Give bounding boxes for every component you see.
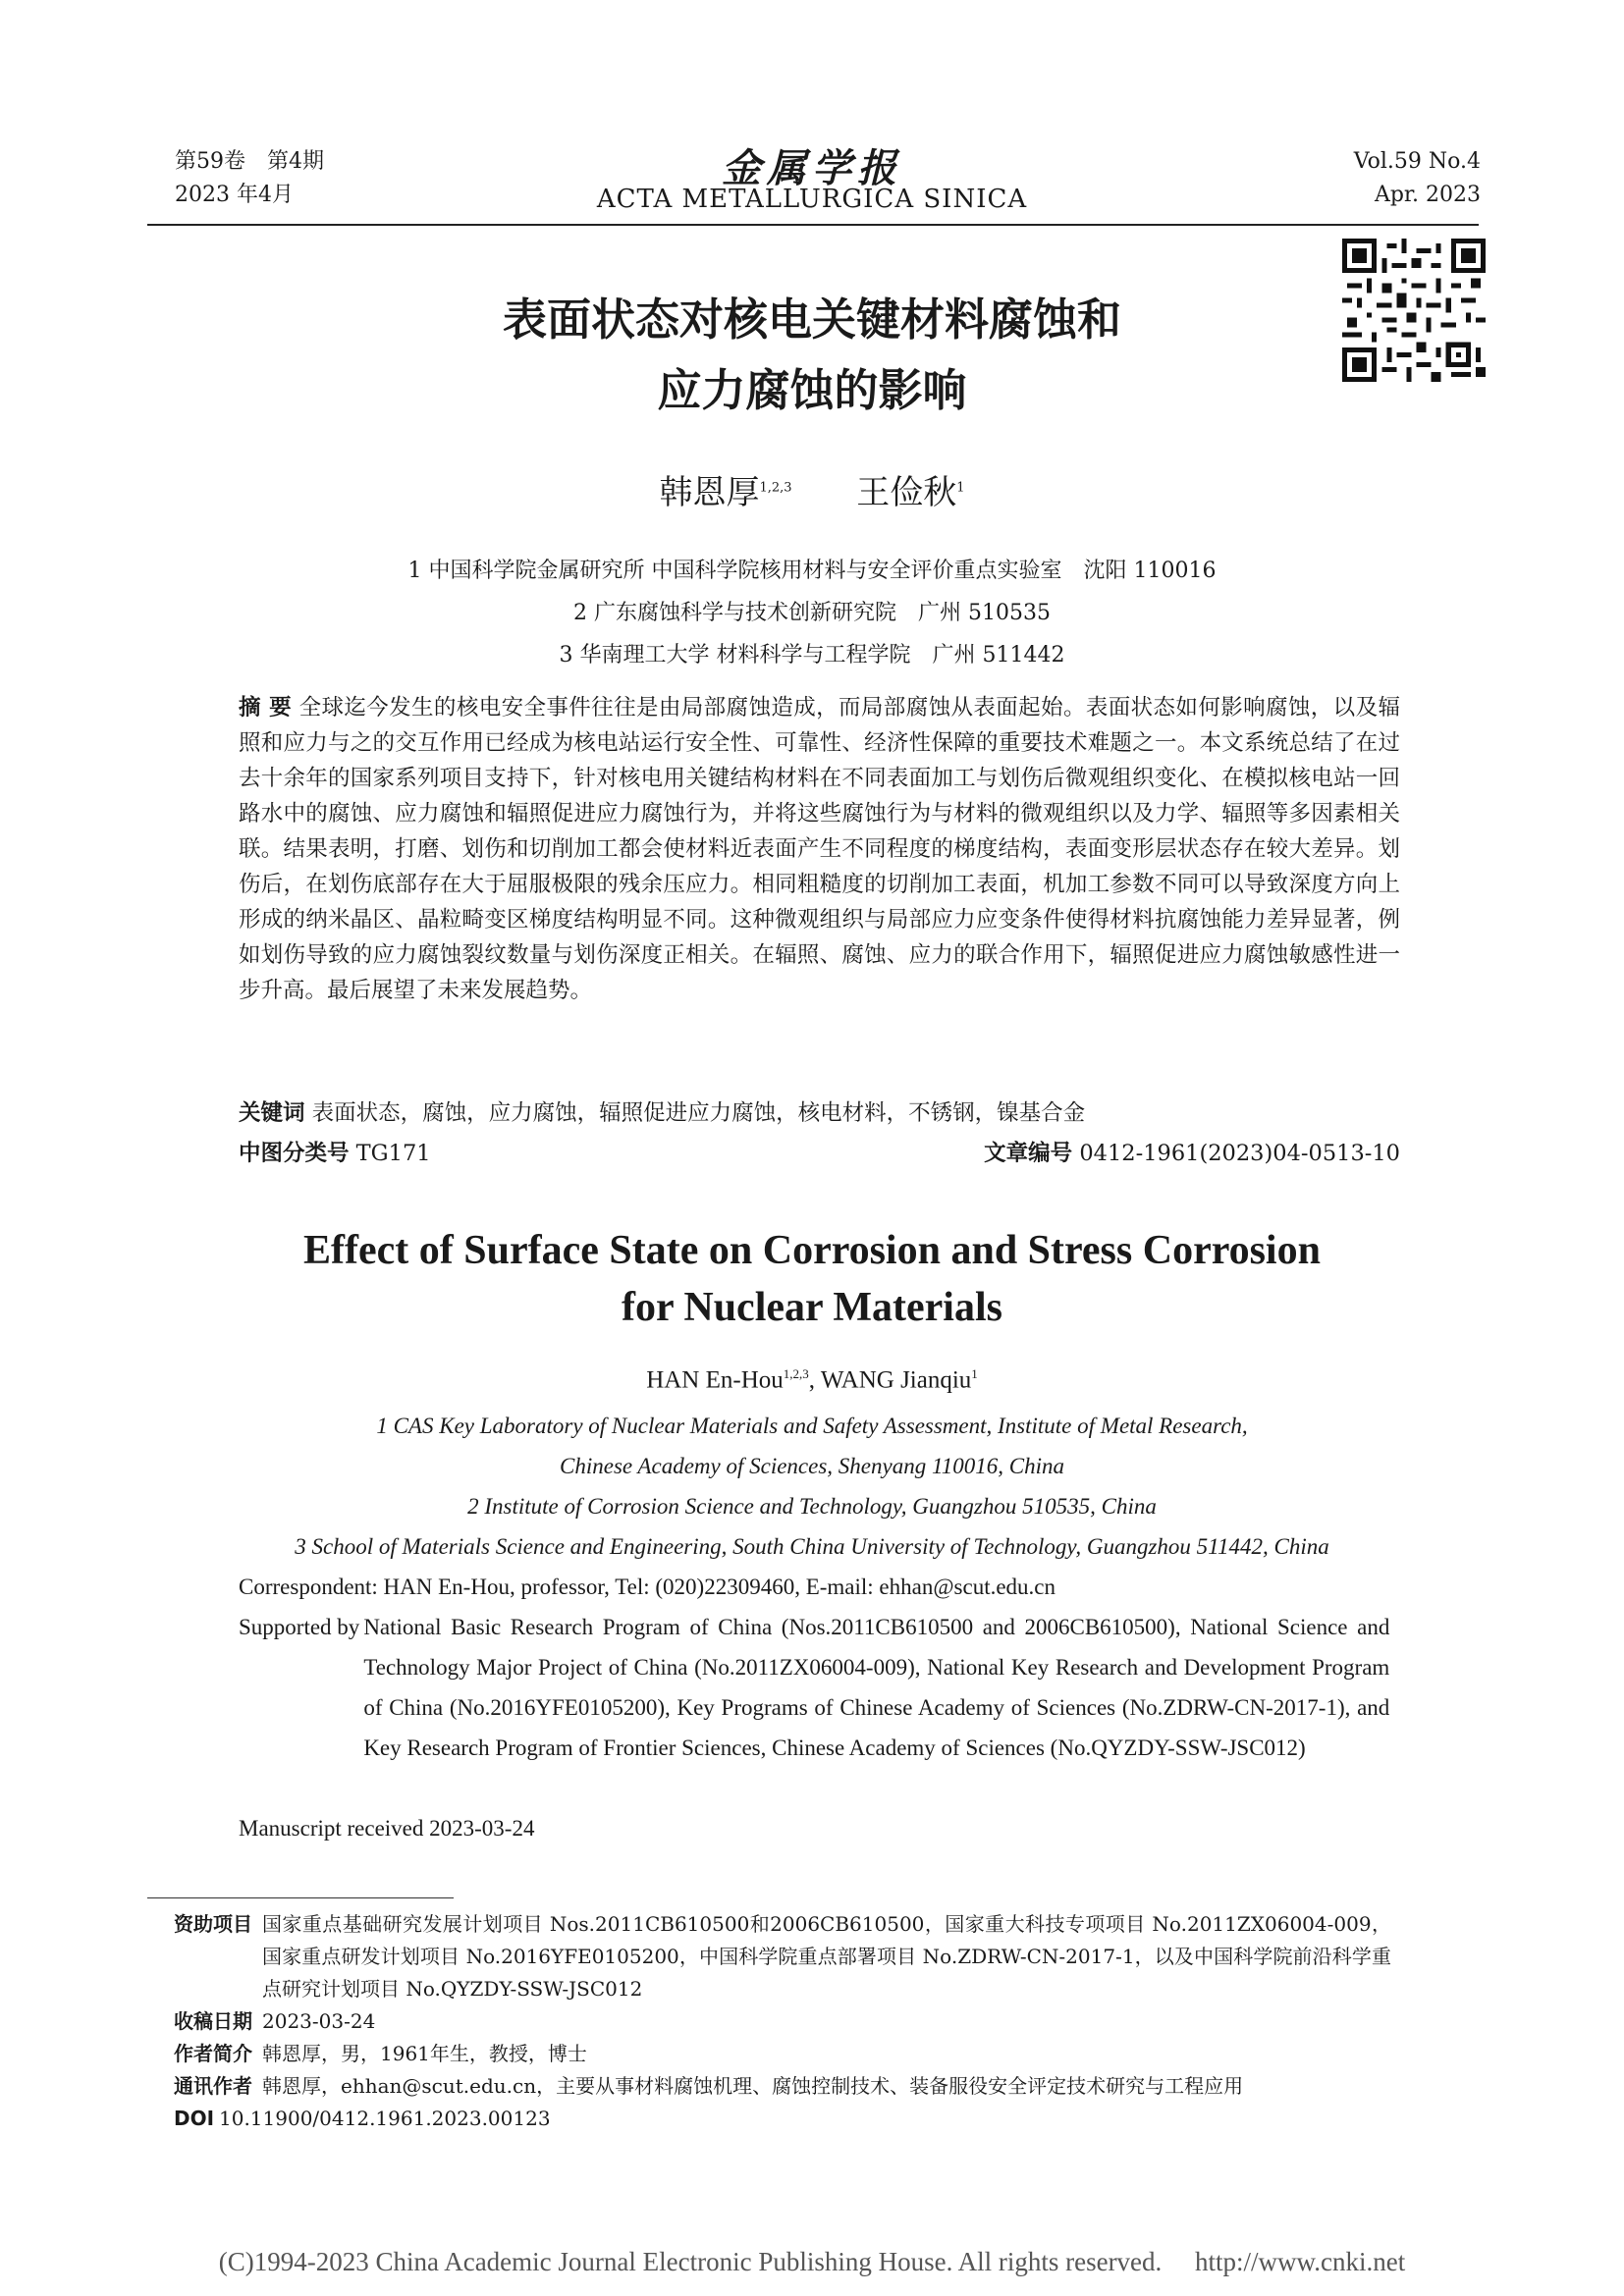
header-right [1354,145,1481,212]
affiliation-en: 2 Institute of Corrosion Science and Technology, Guangzhou 510535, China [467,1494,1157,1519]
footnote-label: 收稿日期 [174,2009,252,2033]
footnote-corresponding [174,2070,1391,2103]
clc-label: 中图分类号 [239,1141,350,1166]
affiliation-cn: 2 广东腐蚀科学与技术创新研究院 广州 510535 [573,601,1051,625]
article-label: 文章编号 [984,1141,1073,1166]
footnote-divider [147,1897,454,1898]
affiliation-en: 1 CAS Key Laboratory of Nuclear Materials and Safety Assessment, Institute of Metal Research, [376,1414,1248,1438]
author-en-2: WANG Jianqiu [820,1366,972,1394]
abstract-text: 全球迄今发生的核电安全事件往往是由局部腐蚀造成，而局部腐蚀从表面起始。表面状态如何影响腐蚀，以及辐照和应力与之的交互作用已经成为核电站运行安全性、可靠性、经济性保障的重要技术难题之一。本文系统总结了在过去十余年的国家系列项目支持下，针对核电用关键结构材料在不同表面加工与划伤后微观组织变化、在模拟核电站一回路水中的腐蚀、应力腐蚀和辐照促进应力腐蚀行为，并将这些腐蚀行为与材料的微观组织以及力学、辐照等多因素相关联。结果表明，打磨、划伤和切削加工都会使材料近表面产生不同程度的梯度结构，表面变形层状态存在较大差异。划伤后，在划伤底部存在大于屈服极限的残余压应力。相同粗糙度的切削加工表面，机加工参数不同可以导致深度方向上形成的纳米晶区、晶粒畸变区梯度结构明显不同。这种微观组织与局部应力应变条件使得材料抗腐蚀能力差异显著，例如划伤导致的应力腐蚀裂纹数量与划伤深度正相关。在辐照、腐蚀、应力的联合作用下，辐照促进应力腐蚀敏感性进一步升高。最后展望了未来发展趋势。 [239,695,1400,1003]
footnote-text: 2023-03-24 [262,2009,376,2033]
title-en-line2: for Nuclear Materials [622,1285,1002,1330]
title-en [0,1222,1624,1336]
footnote-author-bio [174,2038,1391,2070]
footnote-label: 通讯作者 [174,2074,252,2098]
doi-link[interactable]: 10.11900/0412.1961.2023.00123 [219,2107,551,2130]
footnote-label: 作者简介 [174,2042,252,2065]
footnote-label: DOI [174,2107,215,2130]
supported-text: National Basic Research Program of China (Nos.2011CB610500 and 2006CB610500), National Science and Technology Major Project of China (No.2011ZX06004-009), National Key Research and Development Program of China (No.2016YFE0105200), Key Programs of Chinese Academy of Sciences (No.ZDRW-CN-2017-1), and Key Research Program of Frontier Sciences, Chinese Academy of Sciences (No.QYZDY-SSW-JSC012) [363,1615,1390,1760]
author-cn-1: 韩恩厚 [659,473,760,512]
authors-cn [0,465,1624,513]
clc-number [239,1136,431,1171]
keywords-cn [239,1095,1400,1131]
affiliation-en: 3 School of Materials Science and Engineering, South China University of Technology, Guangzhou 511442, China [295,1534,1329,1559]
affiliation-en: Chinese Academy of Sciences, Shenyang 110016, China [560,1454,1064,1478]
supported-by [239,1607,1400,1768]
copyright-notice: (C)1994-2023 China Academic Journal Electronic Publishing House. All rights reserved. http://www.cnki.net [218,2247,1406,2276]
keywords-text: 表面状态，腐蚀，应力腐蚀，辐照促进应力腐蚀，核电材料，不锈钢，镍基合金 [311,1100,1086,1126]
title-cn-line2: 应力腐蚀的影响 [657,364,967,416]
affiliations-en [0,1406,1624,1567]
article-value: 0412-1961(2023)04-0513-10 [1079,1141,1400,1166]
article-number [984,1136,1400,1171]
footnote-text: 韩恩厚，ehhan@scut.edu.cn，主要从事材料腐蚀机理、腐蚀控制技术、装备服役安全评定技术研究与工程应用 [262,2074,1244,2098]
manuscript-received: Manuscript received 2023-03-24 [239,1816,535,1841]
author-separator: , [808,1366,821,1394]
journal-title-cn: 金属学报 [722,145,902,191]
author-en-2-sup: 1 [971,1366,978,1381]
author-cn-2: 王俭秋 [856,473,957,512]
affiliation-cn: 3 华南理工大学 材料科学与工程学院 广州 511442 [559,643,1065,667]
footnote-funding [174,1908,1391,2005]
title-cn [0,285,1624,426]
footnote-label: 资助项目 [174,1912,252,1936]
keywords-label: 关键词 [239,1100,305,1126]
abstract-cn [239,690,1400,1008]
clc-value: TG171 [355,1141,431,1166]
author-en-1: HAN En-Hou [646,1366,784,1394]
abstract-label: 摘 要 [239,695,293,721]
footnote-text: 韩恩厚，男，1961年生，教授，博士 [262,2042,587,2065]
correspondent: Correspondent: HAN En-Hou, professor, Tel: (020)22309460, E-mail: ehhan@scut.edu.cn [239,1575,1056,1599]
date-en: Apr. 2023 [1374,183,1481,207]
affiliations-cn [0,550,1624,676]
header-rule [147,224,1479,226]
volume-cn: 第59卷 第4期 [175,149,324,174]
author-cn-1-sup: 1,2,3 [759,480,792,496]
title-en-line1: Effect of Surface State on Corrosion and Stress Corrosion [303,1228,1321,1273]
journal-title-en: ACTA METALLURGICA SINICA [596,185,1028,214]
volume-en: Vol.59 No.4 [1353,149,1481,174]
supported-label: Supported by [239,1615,360,1639]
author-cn-2-sup: 1 [956,480,965,496]
authors-en [0,1366,1624,1394]
affiliation-cn: 1 中国科学院金属研究所 中国科学院核用材料与安全评价重点实验室 沈阳 110016 [407,559,1217,583]
footnote-received [174,2005,1391,2038]
footnote-doi [174,2103,1391,2135]
footnote-text: 国家重点基础研究发展计划项目 Nos.2011CB610500和2006CB610500，国家重大科技专项项目 No.2011ZX06004-009，国家重点研发计划项目 No.2016YFE0105200，中国科学院重点部署项目 No.ZDRW-CN-2017-1，以及中国科学院前沿科学重点研究计划项目 No.QYZDY-SSW-JSC012 [262,1912,1391,2001]
author-en-1-sup: 1,2,3 [783,1366,809,1381]
date-cn: 2023 年4月 [175,183,294,207]
footnotes [174,1908,1391,2135]
title-cn-line1: 表面状态对核电关键材料腐蚀和 [502,294,1121,346]
